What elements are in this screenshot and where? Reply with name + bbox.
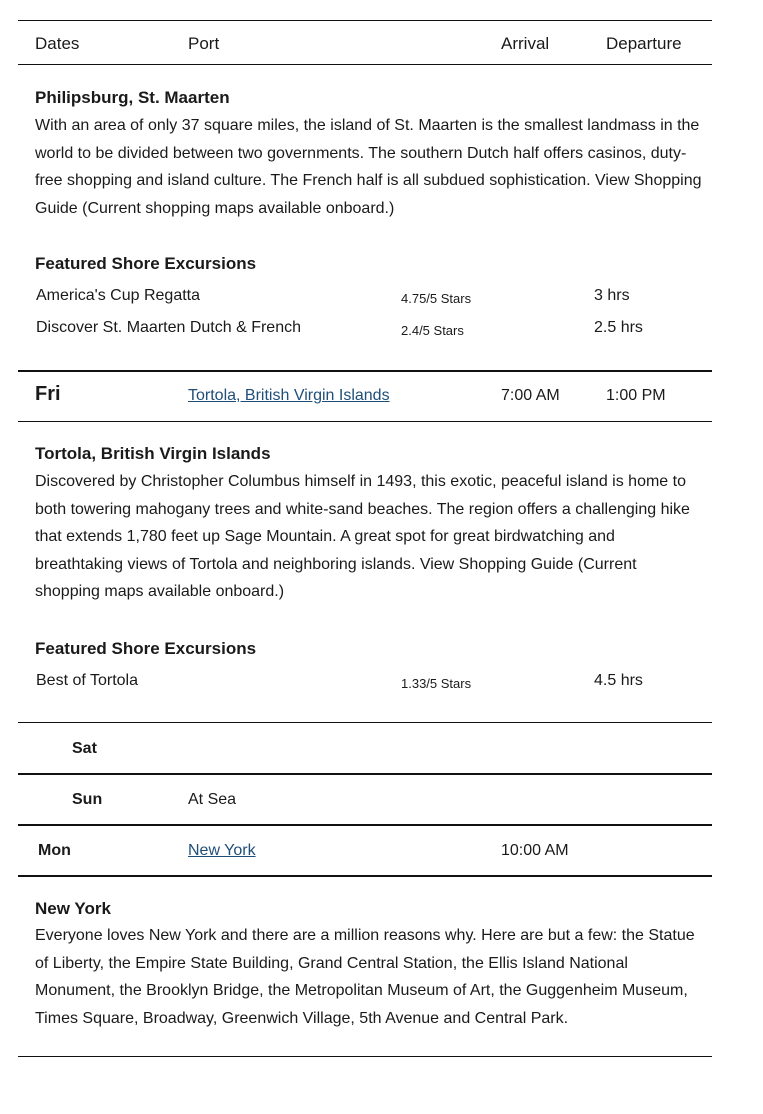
arrival-time: 10:00 AM [501,842,569,859]
excursion-duration: 2.5 hrs [594,319,643,336]
excursions-title: Featured Shore Excursions [35,254,257,273]
divider [18,824,712,826]
divider [18,722,712,723]
excursion-rating: 2.4/5 Stars [401,323,464,338]
day-label: Fri [35,383,61,405]
divider [18,421,712,422]
excursion-rating: 1.33/5 Stars [401,676,472,691]
excursions-title: Featured Shore Excursions [35,639,257,658]
excursion-name[interactable]: America's Cup Regatta [36,287,201,304]
divider [18,875,712,877]
day-label: Sun [72,791,103,808]
excursion-rating: 4.75/5 Stars [401,291,472,306]
divider [18,773,712,775]
divider [18,1056,712,1057]
divider [18,370,712,372]
day-label: Mon [38,842,71,859]
port-name: At Sea [188,791,237,808]
excursion-duration: 3 hrs [594,287,630,304]
excursion-duration: 4.5 hrs [594,672,643,689]
header-port: Port [188,34,220,53]
port-description: Discovered by Christopher Columbus himself in 1493, this exotic, peaceful island is home to both towering mahogany trees and white-sand beaches. The region offers a challenging hike that extends 1,780 feet up Sage Mountain. A great spot for great birdwatching and breathtaking views of Tortola and neighboring islands. View Shopping Guide (Current shopping maps available onboard.) [35,473,690,600]
divider [18,64,712,65]
header-departure: Departure [606,34,682,53]
excursion-name[interactable]: Discover St. Maarten Dutch & French [36,319,301,336]
departure-time: 1:00 PM [606,387,666,404]
port-link-tortola[interactable]: Tortola, British Virgin Islands [188,387,390,404]
port-title: Tortola, British Virgin Islands [35,444,271,463]
header-dates: Dates [35,34,80,53]
port-link-new-york[interactable]: New York [188,842,256,859]
port-title: New York [35,899,111,918]
port-description: Everyone loves New York and there are a million reasons why. Here are but a few: the Statue of Liberty, the Empire State Building, Grand Central Station, the Ellis Island National Monument, the Brooklyn Bridge, the Metropolitan Museum of Art, the Guggenheim Museum, Times Square, Broadway, Greenwich Village, 5th Avenue and Central Park. [35,927,695,1027]
day-label: Sat [72,740,97,757]
excursion-name[interactable]: Best of Tortola [36,672,138,689]
port-description: With an area of only 37 square miles, the island of St. Maarten is the smallest landmass in the world to be divided between two governments. The southern Dutch half offers casinos, duty-free shopping and island culture. The French half is all subdued sophistication. View Shopping Guide (Current shopping maps available onboard.) [35,117,702,217]
arrival-time: 7:00 AM [501,387,560,404]
header-arrival: Arrival [501,34,550,53]
divider [18,20,712,21]
port-title: Philipsburg, St. Maarten [35,88,230,107]
